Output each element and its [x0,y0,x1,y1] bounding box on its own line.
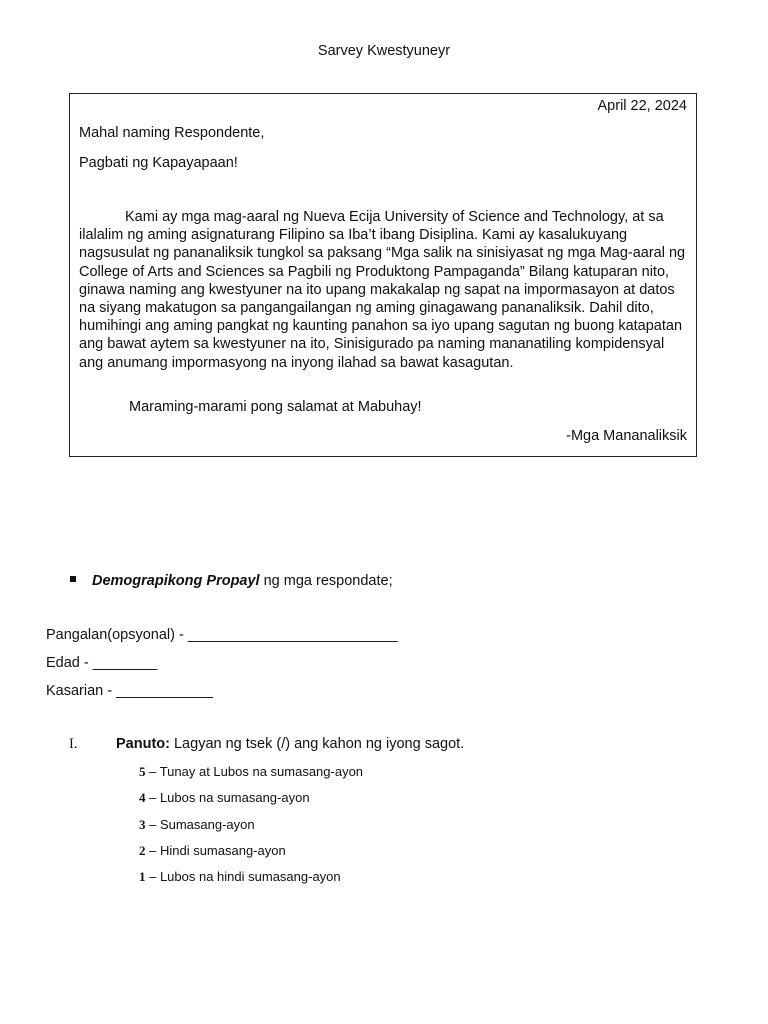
letter-body: Kami ay mga mag-aaral ng Nueva Ecija University of Science and Technology, at sa ilalalim ng aming asignaturang Filipino sa Iba’t ibang Disiplina. Kami ay kasalukuyang nagsusulat ng pananaliksik tungkol sa paksang “Mga salik na sinisiyasat ng mga Mag-aaral ng College of Arts and Sciences sa Pagbili ng Produktong Pampaganda” Bilang katuparan nito, ginawa naming ang kwestyuner na ito upang makakalap ng sapat na impormasayon at datos na siyang makatugon sa pangangailangan ng aming ginagawang pananaliksik. Dahil dito, humihingi ang aming pangkat ng kaunting panahon sa iyo upang sagutan ng buong katapatan ang bawat aytem sa kwestyuner na ito, Sinisigurado pa naming mananatiling kompidensyal ang anumang impormasyong na inyong ilahad sa bawat kasagutan. [79,209,686,371]
letter-signature: -Mga Mananaliksik [566,428,687,444]
letter-greeting: Pagbati ng Kapayapaan! [79,155,238,171]
scale-item-number: 3 [139,817,146,832]
scale-item-number: 5 [139,764,146,779]
document-title: Sarvey Kwestyuneyr [317,43,451,59]
instructions-text: Lagyan ng tsek (/) ang kahon ng iyong sagot. [169,736,465,752]
letter-salutation: Mahal naming Respondente, [79,125,265,141]
field-name-label: Pangalan(opsyonal) - [46,627,188,643]
scale-item-text: – Hindi sumasang-ayon [145,843,286,858]
field-sex-label: Kasarian - [46,683,117,699]
scale-item-text: – Lubos na hindi sumasang-ayon [145,869,341,884]
scale-item-text: – Sumasang-ayon [145,817,255,832]
scale-item [139,790,310,806]
field-sex [46,683,213,699]
scale-item-number: 4 [139,790,146,805]
letter-date: April 22, 2024 [597,98,687,114]
demographics-heading [70,573,393,589]
scale-item-number: 1 [139,869,146,884]
letter-thanks: Maraming-marami pong salamat at Mabuhay! [129,399,422,415]
scale-item-text: – Lubos na sumasang-ayon [145,790,310,805]
field-age-blank[interactable]: ________ [92,655,158,671]
field-age-label: Edad - [46,655,93,671]
bullet-icon [70,576,76,582]
scale-item [139,764,363,780]
field-sex-blank[interactable]: ____________ [116,683,213,699]
scale-item [139,843,286,859]
section-numeral: I. [69,736,78,752]
field-age [46,655,157,671]
letter-box [69,93,697,457]
demographics-heading-emphasis: Demograpikong Propayl [92,573,260,589]
field-name [46,627,398,643]
scale-item [139,817,255,833]
field-name-blank[interactable]: __________________________ [187,627,398,643]
instructions-label: Panuto: [116,736,170,752]
scale-item-text: – Tunay at Lubos na sumasang-ayon [145,764,364,779]
instructions-line [69,736,464,753]
scale-item [139,869,341,885]
demographics-heading-rest: ng mga respondate; [259,573,393,589]
scale-item-number: 2 [139,843,146,858]
